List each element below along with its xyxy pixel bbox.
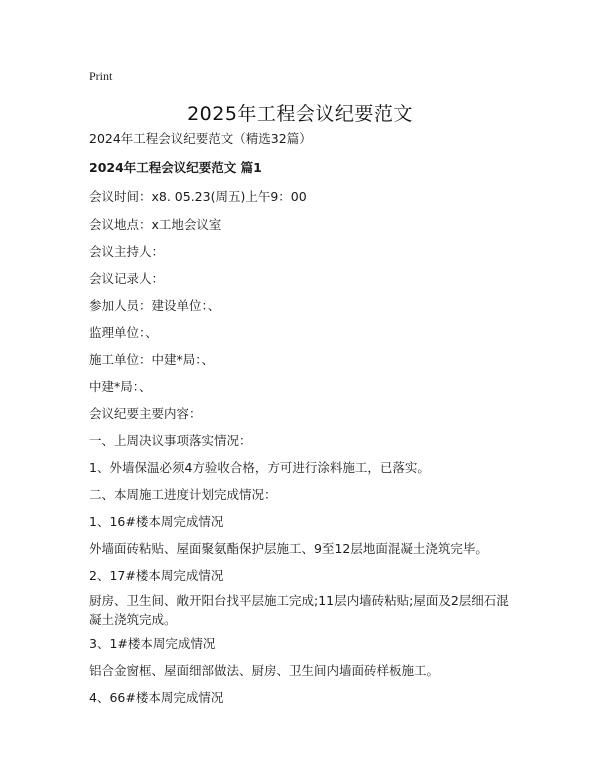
section-heading: 2024年工程会议纪要范文 篇1 bbox=[89, 160, 262, 175]
building-17-detail: 厨房、卫生间、敞开阳台找平层施工完成;11层内墙砖粘贴;屋面及2层细石混凝土浇筑完成。 bbox=[89, 593, 509, 627]
construction-unit: 施工单位：中建*局：、 bbox=[89, 352, 215, 367]
document-subtitle: 2024年工程会议纪要范文（精选32篇） bbox=[89, 131, 312, 146]
item-1-heading: 一、上周决议事项落实情况： bbox=[89, 433, 252, 448]
building-16-heading: 1、16#楼本周完成情况 bbox=[89, 514, 224, 529]
building-1-detail: 铝合金窗框、屋面细部做法、厨房、卫生间内墙面砖样板施工。 bbox=[89, 663, 440, 678]
item-1-detail: 1、外墙保温必须4方验收合格，方可进行涂料施工，已落实。 bbox=[89, 460, 430, 475]
building-1-heading: 3、1#楼本周完成情况 bbox=[89, 636, 216, 651]
building-17-heading: 2、17#楼本周完成情况 bbox=[89, 568, 224, 583]
cscec-bureau: 中建*局：、 bbox=[89, 379, 152, 394]
print-label: Print bbox=[89, 69, 113, 83]
main-content-label: 会议纪要主要内容： bbox=[89, 406, 202, 421]
supervisor-unit: 监理单位：、 bbox=[89, 325, 158, 340]
building-16-detail: 外墙面砖粘贴、屋面聚氨酯保护层施工、9至12层地面混凝土浇筑完毕。 bbox=[89, 541, 488, 556]
meeting-location: 会议地点：x工地会议室 bbox=[89, 217, 222, 232]
page-title: 2025年工程会议纪要范文 bbox=[187, 103, 413, 125]
attendees: 参加人员：建设单位：、 bbox=[89, 298, 221, 313]
meeting-time: 会议时间：x8. 05.23(周五)上午9：00 bbox=[89, 189, 307, 204]
meeting-recorder: 会议记录人： bbox=[89, 271, 165, 286]
building-66-heading: 4、66#楼本周完成情况 bbox=[89, 690, 224, 705]
meeting-host: 会议主持人： bbox=[89, 244, 165, 259]
item-2-heading: 二、本周施工进度计划完成情况： bbox=[89, 487, 277, 502]
